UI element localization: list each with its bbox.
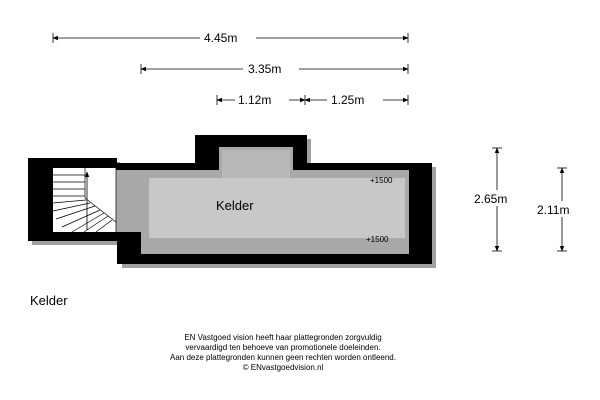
stair-opening (116, 170, 141, 232)
floor-label: Kelder (30, 293, 68, 308)
room-floor-inner (149, 178, 405, 238)
disclaimer-line-1: EN Vastgoed vision heeft haar plattegronden zorgvuldig (184, 333, 382, 342)
dim-height-total-label: 2.65m (474, 192, 508, 206)
disclaimer (0, 333, 566, 373)
disclaimer-line-2: vervaardigd ten behoeve van promotionele doeleinden. (185, 343, 381, 352)
level-top: +1500 (370, 176, 393, 185)
dim-inner-width-label: 3.35m (248, 62, 282, 76)
disclaimer-line-3: Aan deze plattegronden kunnen geen rechten worden ontleend. (170, 353, 396, 362)
dim-total-width-label: 4.45m (204, 31, 238, 45)
level-bottom: +1500 (366, 235, 389, 244)
dim-height-inner-label: 2.11m (537, 203, 570, 217)
disclaimer-line-4: © ENvastgoedvision.nl (242, 363, 324, 372)
room-niche (222, 150, 290, 178)
room-name: Kelder (216, 198, 254, 213)
dim-segment-right-label: 1.25m (331, 93, 365, 107)
dim-segment-left-label: 1.12m (238, 93, 272, 107)
